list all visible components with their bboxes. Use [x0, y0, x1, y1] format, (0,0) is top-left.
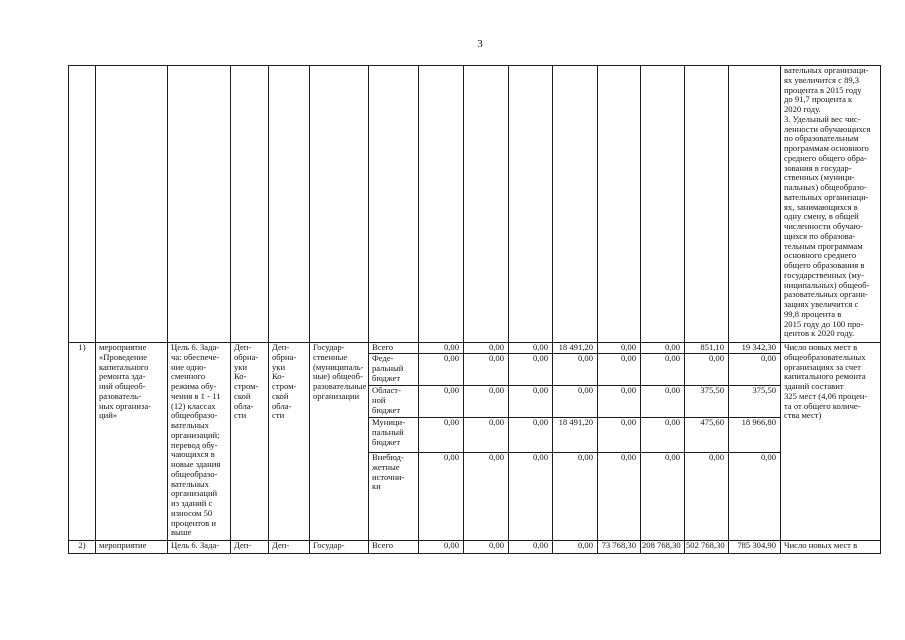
cell-coexecutor: Деп- обрна- уки Ко- стром- ской обла- сти	[269, 343, 310, 541]
cell-row-number: 1)	[69, 343, 96, 541]
cell-funding-value: 0,00	[464, 343, 509, 354]
cell-funding-value: 0,00	[419, 386, 464, 418]
cell-funding-value: 0,00	[641, 354, 685, 386]
cell-goal-task: Цель 6. Зада- ча: обеспече- ние одно- сменного режима обу- чения в 1 - 11 (12) классах общеобразо- вательных организаций; перевод обу- чающихся в новые здания общеобразо- вательных организаций из зданий с износом 50 процентов и выше	[168, 343, 231, 541]
cell-funding-value: 0,00	[509, 343, 553, 354]
table-row-continued	[69, 66, 881, 343]
cell-funding-value: 0,00	[641, 343, 685, 354]
cell-funding-value: 0,00	[464, 354, 509, 386]
table-cell-empty	[310, 66, 369, 343]
cell-funding-value: 785 304,90	[729, 541, 781, 554]
cell-funding-value: 0,00	[598, 418, 641, 453]
cell-responsible-executor: Деп-	[231, 541, 269, 554]
cell-funding-value: 0,00	[598, 343, 641, 354]
cell-measure-name: мероприятие	[96, 541, 168, 554]
cell-indicator-text: вательных организаци- ях увеличится с 89,3 процента в 2015 году до 91,7 процента к 2020 году. 3. Удельный вес чис- ленности обучающихся по образовательным программам основного среднего общего обра- зования в государ- ственных (муници- пальных) общеобразо- вательных организаци- ях, занимающихся в одну смену, в общей численности обучаю- щихся по образова- тельным программам основного среднего общего образования в государственных (му- ниципальных) общеоб- разовательных органи- зациях увеличится с 99,8 процента в 2015 году до 100 про- центов к 2020 году.	[781, 66, 881, 343]
cell-funding-value: 375,50	[685, 386, 729, 418]
cell-indicator-result: Число новых мест в	[781, 541, 881, 554]
cell-coexecutor: Деп-	[269, 541, 310, 554]
cell-participants: Государ-	[310, 541, 369, 554]
cell-funding-value: 0,00	[685, 354, 729, 386]
cell-funding-value: 0,00	[641, 453, 685, 541]
cell-funding-value: 0,00	[641, 418, 685, 453]
cell-row-number: 2)	[69, 541, 96, 554]
cell-funding-value: 19 342,30	[729, 343, 781, 354]
cell-funding-value: 0,00	[598, 453, 641, 541]
cell-funding-value: 0,00	[685, 453, 729, 541]
table-cell-empty	[96, 66, 168, 343]
table-cell-empty	[598, 66, 641, 343]
cell-funding-value: 502 768,30	[685, 541, 729, 554]
cell-funding-value: 0,00	[729, 453, 781, 541]
table-row-measure-2	[69, 541, 881, 554]
cell-responsible-executor: Деп- обрна- уки Ко- стром- ской обла- сти	[231, 343, 269, 541]
table-cell-empty	[553, 66, 598, 343]
cell-funding-value: 0,00	[553, 386, 598, 418]
cell-funding-value: 18 491,20	[553, 343, 598, 354]
cell-funding-value: 0,00	[464, 418, 509, 453]
cell-funding-value: 0,00	[419, 343, 464, 354]
cell-funding-source: Всего	[369, 343, 419, 354]
cell-participants: Государ- ственные (муниципаль- ные) общеоб- разовательные организации	[310, 343, 369, 541]
cell-funding-value: 73 768,30	[598, 541, 641, 554]
cell-funding-value: 0,00	[509, 354, 553, 386]
cell-goal-task: Цель 6. Зада-	[168, 541, 231, 554]
cell-funding-value: 0,00	[509, 541, 553, 554]
cell-funding-source: Феде- ральный бюджет	[369, 354, 419, 386]
cell-funding-value: 0,00	[419, 418, 464, 453]
table-cell-empty	[641, 66, 685, 343]
cell-funding-value: 0,00	[419, 453, 464, 541]
cell-funding-value: 475,60	[685, 418, 729, 453]
cell-funding-value: 0,00	[598, 386, 641, 418]
cell-funding-value: 0,00	[464, 386, 509, 418]
cell-funding-source: Област- ной бюджет	[369, 386, 419, 418]
cell-funding-value: 0,00	[464, 453, 509, 541]
table-cell-empty	[464, 66, 509, 343]
cell-funding-value: 0,00	[553, 541, 598, 554]
document-table	[68, 65, 881, 554]
table-cell-empty	[231, 66, 269, 343]
table-cell-empty	[369, 66, 419, 343]
table-cell-empty	[509, 66, 553, 343]
cell-funding-value: 208 768,30	[641, 541, 685, 554]
cell-funding-value: 0,00	[553, 354, 598, 386]
table-cell-empty	[729, 66, 781, 343]
cell-funding-value: 0,00	[509, 418, 553, 453]
cell-funding-value: 0,00	[419, 541, 464, 554]
cell-funding-value: 0,00	[464, 541, 509, 554]
cell-funding-value: 0,00	[729, 354, 781, 386]
table-cell-empty	[269, 66, 310, 343]
cell-funding-value: 0,00	[598, 354, 641, 386]
table-cell-empty	[168, 66, 231, 343]
cell-funding-source: Всего	[369, 541, 419, 554]
cell-indicator-result: Число новых мест в общеобразовательных организациях за счет капитального ремонта зданий составит 325 мест (4,06 процен- та от общего количе- ства мест)	[781, 343, 881, 541]
cell-funding-value: 0,00	[419, 354, 464, 386]
cell-funding-value: 0,00	[641, 386, 685, 418]
cell-funding-value: 0,00	[509, 453, 553, 541]
cell-funding-value: 18 966,80	[729, 418, 781, 453]
page-number: 3	[477, 38, 483, 50]
cell-funding-value: 0,00	[509, 386, 553, 418]
cell-funding-value: 18 491,20	[553, 418, 598, 453]
cell-funding-source: Муници- пальный бюджет	[369, 418, 419, 453]
cell-funding-value: 375,50	[729, 386, 781, 418]
table-cell-empty	[419, 66, 464, 343]
table-cell-empty	[69, 66, 96, 343]
cell-measure-name: мероприятие «Проведение капитального ремонта зда- ний общеоб- разователь- ных организа- ций»	[96, 343, 168, 541]
cell-funding-value: 851,10	[685, 343, 729, 354]
cell-funding-source: Внебюд- жетные источни- ки	[369, 453, 419, 541]
table-row-measure-1	[69, 343, 881, 354]
table-cell-empty	[685, 66, 729, 343]
cell-funding-value: 0,00	[553, 453, 598, 541]
